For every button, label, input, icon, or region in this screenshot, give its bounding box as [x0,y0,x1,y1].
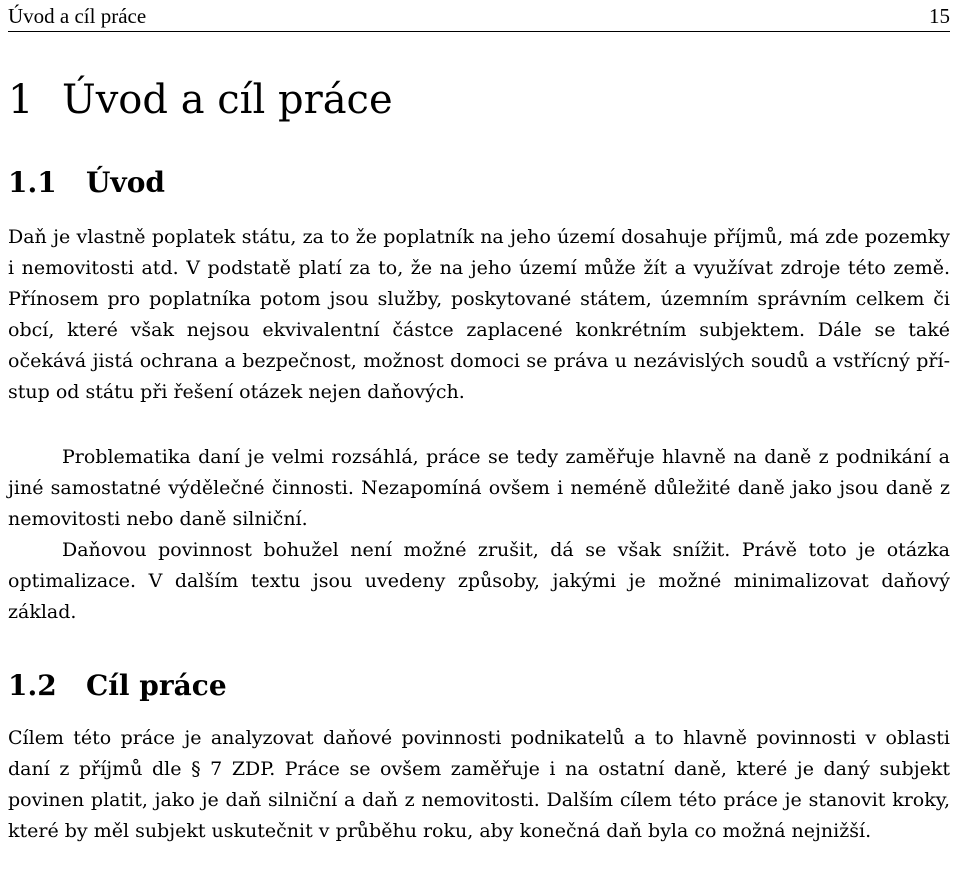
chapter-title: Úvod a cíl práce [62,77,393,123]
section-heading-uvod [8,165,165,201]
paragraph: Daňovou povinnost bohužel není možné zrušit, dá se však snížit. Právě toto je otázka optimalizace. V dalším textu jsou uvedeny způsoby, jakými je možné minimalizovat daňový základ. [8,539,950,623]
section-heading-cil-prace [8,668,227,704]
paragraph: Daň je vlastně poplatek státu, za to že poplatník na jeho území dosahuje příjmů, má zde pozemky i nemovitosti atd. V podstatě platí za to, že na jeho území může žít a využívat zdroje této země. Přínosem pro poplatníka potom jsou služby, poskytované státem, územním správním celkem či obcí, které však nejsou ekvivalentní částce zaplacené konkrétním subjektem. Dále se také očekává jistá ochrana a bezpečnost, možnost domoci se práva u nezávislých soudů a vstřícný přístup od státu při řešení otázek nejen daňových. [8,226,950,403]
section-number: 1.1 [8,166,57,199]
section-title: Cíl práce [86,669,227,702]
running-title: Úvod a cíl práce [8,4,147,28]
page-number: 15 [929,4,950,28]
running-header [8,0,950,32]
paragraph: Problematika daní je velmi rozsáhlá, práce se tedy zaměřuje hlavně na daně z podnikání a jiné samostatné výdělečné činnosti. Nezapomíná ovšem i neméně důležité daně jako jsou daně z nemovitosti nebo daně silniční. [8,446,950,530]
section-number: 1.2 [8,669,57,702]
chapter-number: 1 [8,77,34,123]
chapter-heading [8,74,393,126]
section-title: Úvod [86,166,165,199]
paragraph: Cílem této práce je analyzovat daňové povinnosti podnikatelů a to hlavně povinnosti v oblasti daní z příjmů dle § 7 ZDP. Práce se ovšem zaměřuje i na ostatní daně, které je daný subjekt povinen platit, jako je daň silniční a daň z nemovitosti. Dalším cílem této práce je stanovit kroky, které by měl subjekt uskutečnit v průběhu roku, aby konečná daň byla co možná nejnižší. [8,727,950,842]
